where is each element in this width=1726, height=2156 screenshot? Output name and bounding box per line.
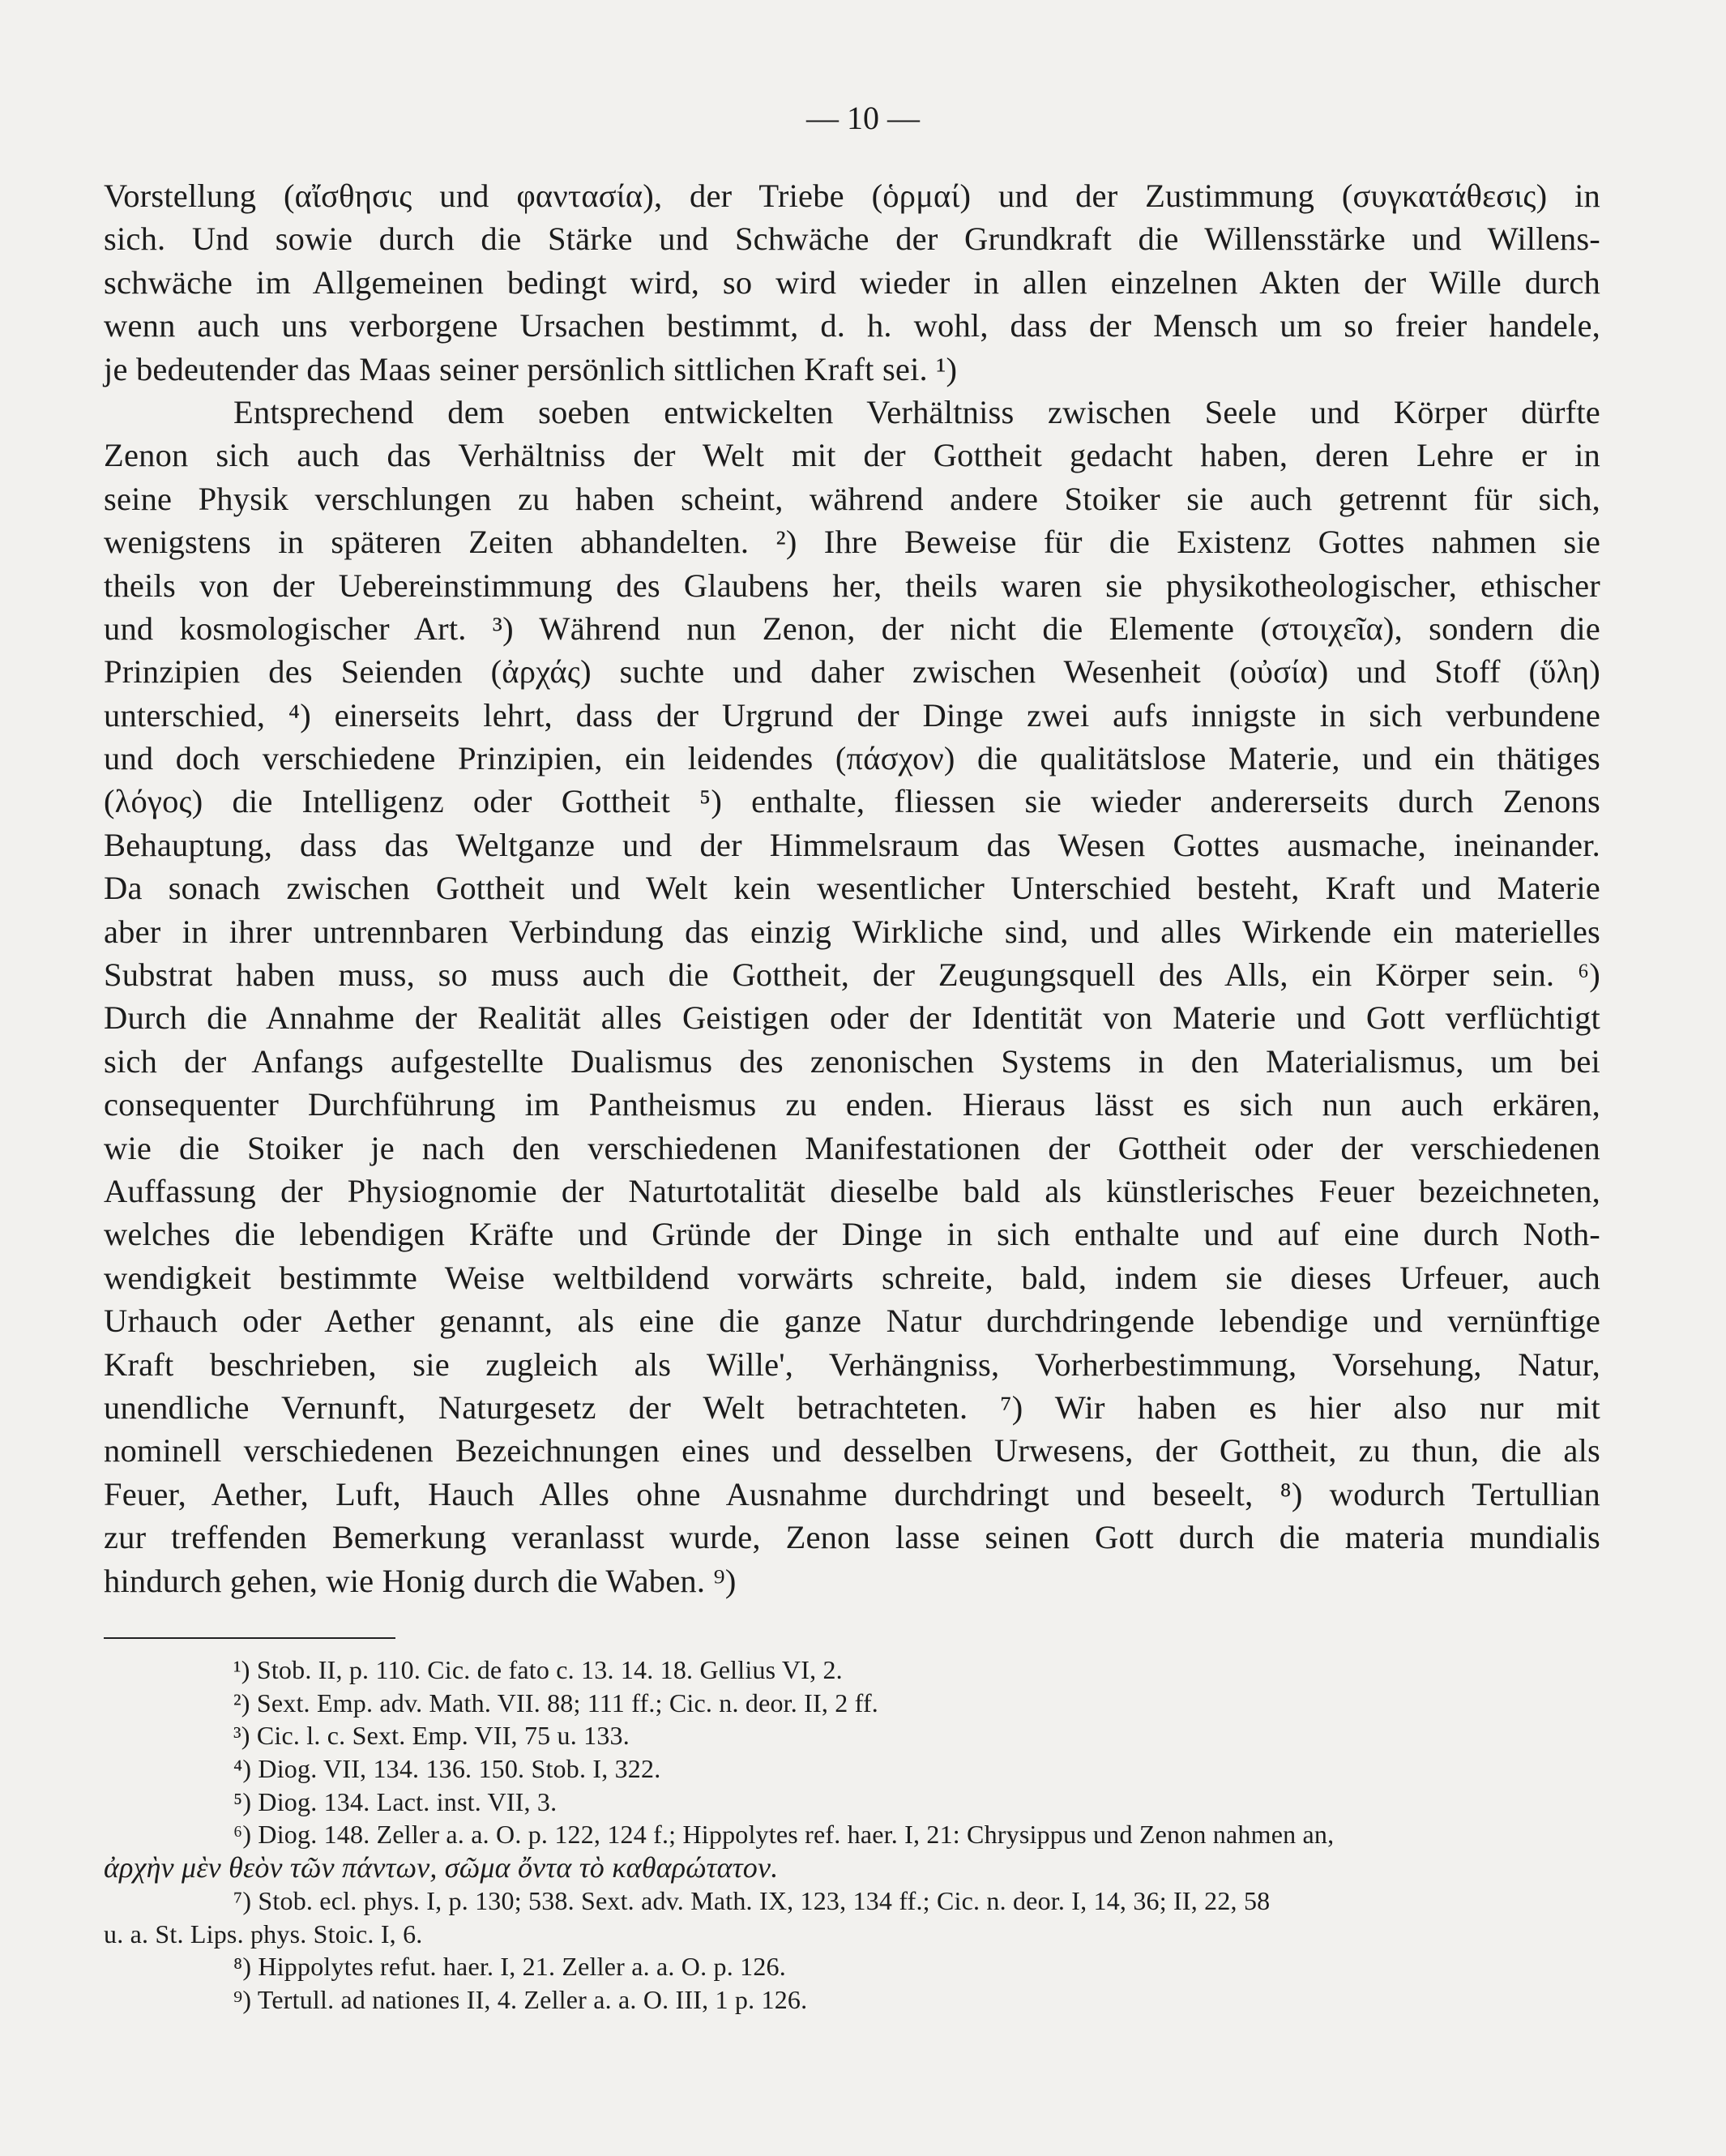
- text-line-28: Kraft beschrieben, sie zugleich als Wille', Verhängniss, Vorherbestimmung, Vorsehung, Natur,: [104, 1345, 1600, 1383]
- text-line-22: consequenter Durchführung im Pantheismus zu enden. Hieraus lässt es sich nun auch erkären,: [104, 1086, 1600, 1123]
- text-line-8: seine Physik verschlungen zu haben scheint, während andere Stoiker sie auch getrennt für sich,: [104, 480, 1600, 517]
- text-line-24: Auffassung der Physiognomie der Naturtotalität dieselbe bald als künstlerisches Feuer bezeichneten,: [104, 1172, 1600, 1209]
- text-line-17: Da sonach zwischen Gottheit und Welt kein wesentlicher Unterschied besteht, Kraft und Materie: [104, 870, 1600, 907]
- footnote-4: ⁴) Diog. VII, 134. 136. 150. Stob. I, 322.: [233, 1754, 661, 1784]
- text-line-14: und doch verschiedene Prinzipien, ein leidendes (πάσχον) die qualitätslose Materie, und ein thätiges: [104, 740, 1600, 777]
- text-line-15: (λόγος) die Intelligenz oder Gottheit ⁵) enthalte, fliessen sie wieder andererseits durch Zenons: [104, 783, 1600, 820]
- text-line-31: Feuer, Aether, Luft, Hauch Alles ohne Ausnahme durchdringt und beseelt, ⁸) wodurch Tertullian: [104, 1475, 1600, 1512]
- text-line-25: welches die lebendigen Kräfte und Gründe der Dinge in sich enthalte und auf eine durch Noth-: [104, 1216, 1600, 1253]
- text-line-3: schwäche im Allgemeinen bedingt wird, so wird wieder in allen einzelnen Akten der Wille durch: [104, 263, 1600, 301]
- text-line-1: Vorstellung (αἴσθησις und φαντασία), der Triebe (ὁρμαί) und der Zustimmung (συγκατάθεσις) in: [104, 178, 1600, 214]
- text-line-33: hindurch gehen, wie Honig durch die Waben. ⁹): [104, 1562, 737, 1599]
- footnote-5: ⁵) Diog. 134. Lact. inst. VII, 3.: [233, 1786, 558, 1816]
- text-line-7: Zenon sich auch das Verhältniss der Welt mit der Gottheit gedacht haben, deren Lehre er in: [104, 437, 1600, 474]
- footnote-6-greek-quote: ἀρχὴν μὲν θεὸν τῶν πάντων, σῶμα ὄντα τὸ καθαρώτατον.: [104, 1851, 779, 1884]
- footnotes: [104, 1653, 1600, 2017]
- footnote-8: ⁸) Hippolytes refut. haer. I, 21. Zeller a. a. O. p. 126.: [233, 1952, 786, 1982]
- text-line-11: und kosmologischer Art. ³) Während nun Zenon, der nicht die Elemente (στοιχεῖα), sondern die: [104, 610, 1600, 647]
- text-line-5: je bedeutender das Maas seiner persönlich sittlichen Kraft sei. ¹): [104, 350, 958, 387]
- footnote-2: ²) Sext. Emp. adv. Math. VII. 88; 111 ff.; Cic. n. deor. II, 2 ff.: [233, 1688, 879, 1718]
- text-line-23: wie die Stoiker je nach den verschiedenen Manifestationen der Gottheit oder der verschiedenen: [104, 1129, 1600, 1166]
- page-number: — 10 —: [806, 100, 920, 136]
- text-line-10: theils von der Uebereinstimmung des Glaubens her, theils waren sie physikotheologischer, ethischer: [104, 567, 1600, 604]
- body-text: [104, 174, 1600, 1602]
- footnote-7: ⁷) Stob. ecl. phys. I, p. 130; 538. Sext. adv. Math. IX, 123, 134 ff.; Cic. n. deor. I, 14, 36; II, 22, 58: [233, 1885, 1271, 1915]
- footnote-3: ³) Cic. l. c. Sext. Emp. VII, 75 u. 133.: [233, 1721, 630, 1751]
- text-line-32: zur treffenden Bemerkung veranlasst wurde, Zenon lasse seinen Gott durch die materia mundialis: [104, 1519, 1600, 1556]
- text-line-2: sich. Und sowie durch die Stärke und Schwäche der Grundkraft die Willensstärke und Willens-: [104, 220, 1600, 258]
- text-line-12: Prinzipien des Seienden (ἀρχάς) suchte und daher zwischen Wesenheit (οὐσία) und Stoff (ὕλη): [104, 653, 1600, 691]
- text-line-21: sich der Anfangs aufgestellte Dualismus des zenonischen Systems in den Materialismus, um bei: [104, 1042, 1600, 1080]
- text-line-13: unterschied, ⁴) einerseits lehrt, dass der Urgrund der Dinge zwei aufs innigste in sich verbundene: [104, 696, 1600, 734]
- text-line-20: Durch die Annahme der Realität alles Geistigen oder der Identität von Materie und Gott verflüchtigt: [104, 999, 1600, 1037]
- footnote-9: ⁹) Tertull. ad nationes II, 4. Zeller a. a. O. III, 1 p. 126.: [233, 1984, 808, 2014]
- text-line-4: wenn auch uns verborgene Ursachen bestimmt, d. h. wohl, dass der Mensch um so freier handele,: [104, 307, 1600, 344]
- footnote-7-continuation: u. a. St. Lips. phys. Stoic. I, 6.: [104, 1919, 423, 1949]
- text-line-30: nominell verschiedenen Bezeichnungen eines und desselben Urwesens, der Gottheit, zu thun, die als: [104, 1432, 1600, 1469]
- footnote-separator-rule: [104, 1637, 395, 1639]
- footnote-1: ¹) Stob. II, p. 110. Cic. de fato c. 13. 14. 18. Gellius VI, 2.: [233, 1655, 843, 1684]
- text-line-6: Entsprechend dem soeben entwickelten Verhältniss zwischen Seele und Körper dürfte: [233, 393, 1600, 430]
- text-line-19: Substrat haben muss, so muss auch die Gottheit, der Zeugungsquell des Alls, ein Körper sein. ⁶): [104, 956, 1600, 994]
- text-line-27: Urhauch oder Aether genannt, als eine die ganze Natur durchdringende lebendige und vernünftige: [104, 1303, 1600, 1340]
- text-line-29: unendliche Vernunft, Naturgesetz der Welt betrachteten. ⁷) Wir haben es hier also nur mit: [104, 1388, 1600, 1426]
- text-line-16: Behauptung, dass das Weltganze und der Himmelsraum das Wesen Gottes ausmache, ineinander.: [104, 826, 1600, 863]
- text-line-26: wendigkeit bestimmte Weise weltbildend vorwärts schreite, bald, indem sie dieses Urfeuer, auch: [104, 1259, 1600, 1296]
- text-line-9: wenigstens in späteren Zeiten abhandelten. ²) Ihre Beweise für die Existenz Gottes nahmen sie: [104, 524, 1600, 561]
- text-line-18: aber in ihrer untrennbaren Verbindung das einzig Wirkliche sind, und alles Wirkende ein materielles: [104, 913, 1600, 950]
- footnote-6: ⁶) Diog. 148. Zeller a. a. O. p. 122, 124 f.; Hippolytes ref. haer. I, 21: Chrysippus und Zenon nahmen an,: [233, 1820, 1335, 1850]
